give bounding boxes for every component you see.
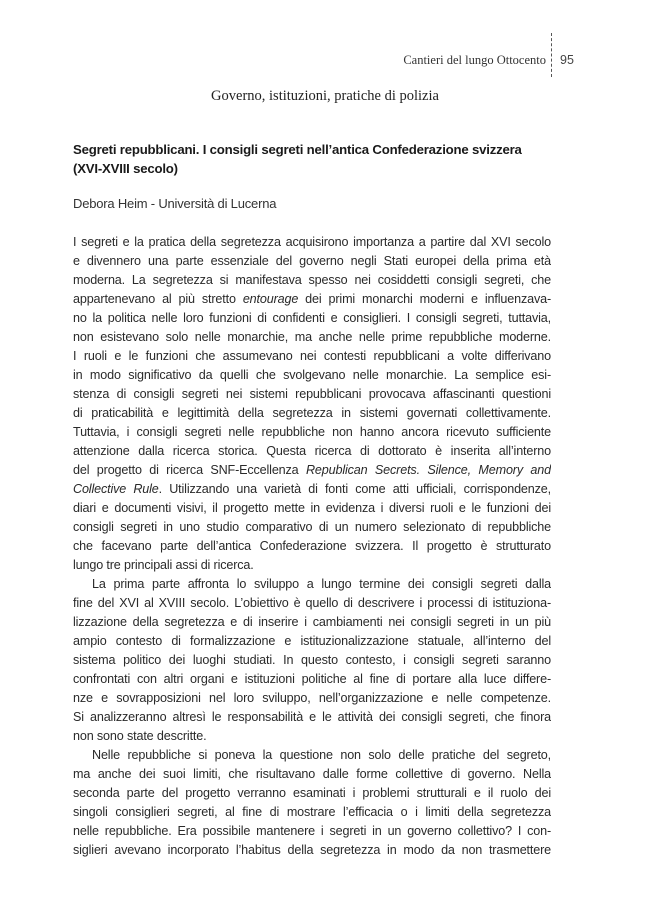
text-line [73, 670, 551, 689]
text-segment: confrontati con altri organi e istituzioni politiche al fine di portare alla luce differe- [73, 672, 551, 686]
text-line [73, 727, 551, 746]
text-line [73, 746, 551, 765]
text-segment: che facevano parte dell’antica Confederazione svizzera. Il progetto è strutturato [73, 539, 551, 553]
text-line [73, 442, 551, 461]
text-segment: non sono state descritte. [73, 729, 207, 743]
text-line [73, 822, 551, 841]
text-line [73, 784, 551, 803]
text-segment: La prima parte affronta lo sviluppo a lungo termine dei consigli segreti dalla [92, 577, 551, 591]
body-paragraph [73, 233, 551, 575]
text-segment: no la politica nelle loro funzioni di confidenti e consiglieri. I consigli segreti, tuttavia, [73, 311, 551, 325]
article-body [73, 233, 551, 860]
body-paragraph [73, 575, 551, 746]
text-line [73, 480, 551, 499]
text-segment: nze e sovrapposizioni nel loro sviluppo, nell’organizzazione e nelle competenze. [73, 691, 551, 705]
body-paragraph [73, 746, 551, 860]
text-segment: fine del XVI al XVIII secolo. L’obiettivo è quello di descrivere i processi di istituziona- [73, 596, 551, 610]
text-segment: seconda parte del progetto verranno esaminati i problemi strutturali e il ruolo dei [73, 786, 551, 800]
text-line [73, 404, 551, 423]
running-head-title: Cantieri del lungo Ottocento [403, 53, 546, 67]
italic-text: entourage [242, 292, 299, 306]
text-line [73, 499, 551, 518]
text-segment: sistema politico dei luoghi studiati. In questo contesto, i consigli segreti saranno [73, 653, 551, 667]
text-segment: lungo tre principali assi di ricerca. [73, 558, 254, 572]
text-line [73, 841, 551, 860]
text-line [73, 575, 551, 594]
article-title [73, 140, 563, 178]
text-segment: siglieri avevano incorporato l’habitus della segretezza in modo da non trasmettere [73, 843, 551, 857]
text-segment: in modo significativo da quelli che svolgevano nelle monarchie. La semplice esi- [73, 368, 551, 382]
text-line [73, 366, 551, 385]
text-line [73, 271, 551, 290]
text-line [73, 233, 551, 252]
text-segment: moderna. La segretezza si manifestava spesso nei cosiddetti consigli segreti, che [73, 273, 551, 287]
text-segment: appartenevano al più stretto [73, 292, 243, 306]
text-segment: I ruoli e le funzioni che assumevano nei contesti repubblicani a volte differivano [73, 349, 551, 363]
text-segment: I segreti e la pratica della segretezza acquisirono importanza a partire dal XVI secolo [73, 235, 551, 249]
text-segment: e divennero una parte essenziale del governo negli Stati europei della prima età [73, 254, 551, 268]
article-author: Debora Heim - Università di Lucerna [73, 196, 277, 211]
text-segment: di praticabilità e legittimità della segretezza in sistemi governati collettivamente. [73, 406, 551, 420]
italic-text: Collective Rule [73, 482, 159, 496]
text-segment: dei primi monarchi moderni e influenzava- [298, 292, 551, 306]
text-segment: singoli consiglieri segreti, al fine di mostrare l’efficacia o i limiti della segretezza [73, 805, 551, 819]
italic-text: Republican Secrets. Silence, Memory and [305, 463, 551, 477]
text-line [73, 461, 551, 480]
text-line [73, 423, 551, 442]
text-segment: Nelle repubbliche si poneva la questione non solo delle pratiche del segreto, [92, 748, 551, 762]
text-line [73, 556, 551, 575]
text-segment: ampio contesto di formalizzazione e istituzionalizzazione statuale, all’interno del [73, 634, 551, 648]
text-segment: Si analizzeranno altresì le responsabilità e le attività dei consigli segreti, che finora [73, 710, 551, 724]
text-segment: del progetto di ricerca SNF-Eccellenza [73, 463, 306, 477]
text-line [73, 651, 551, 670]
text-line [73, 290, 551, 309]
text-line [73, 347, 551, 366]
text-line [73, 518, 551, 537]
text-line [73, 708, 551, 727]
article-title-line: Segreti repubblicani. I consigli segreti nell’antica Confederazione svizzera [73, 142, 522, 157]
text-line [73, 765, 551, 784]
text-line [73, 613, 551, 632]
text-segment: ma anche dei suoi limiti, che risultavano dalle forme collettive di governo. Nella [73, 767, 551, 781]
text-segment: non esistevano solo nelle monarchie, ma anche nelle prime repubbliche moderne. [73, 330, 551, 344]
header-divider [551, 33, 552, 77]
text-line [73, 252, 551, 271]
text-segment: . Utilizzando una varietà di fonti come atti ufficiali, corrispondenze, [158, 482, 551, 496]
text-segment: lizzazione della segretezza e di inserire i cambiamenti nei consigli segreti in un più [73, 615, 551, 629]
article-title-line: (XVI-XVIII secolo) [73, 161, 178, 176]
text-segment: diari e documenti visivi, il progetto mette in evidenza i diversi ruoli e le funzioni dei [73, 501, 551, 515]
text-line [73, 328, 551, 347]
text-segment: consigli segreti in uno studio comparativo di un numero selezionato di repubbliche [73, 520, 551, 534]
text-line [73, 594, 551, 613]
text-line [73, 537, 551, 556]
text-segment: Tuttavia, i consigli segreti nelle repubbliche non hanno ancora ricevuto sufficiente [73, 425, 551, 439]
text-segment: stenza di consigli segreti nei sistemi repubblicani provocava affascinanti questioni [73, 387, 551, 401]
text-line [73, 309, 551, 328]
text-segment: attenzione dalla ricerca storica. Questa ricerca di dottorato è inserita all’interno [73, 444, 551, 458]
page-number: 95 [560, 53, 574, 67]
text-line [73, 385, 551, 404]
text-segment: nelle repubbliche. Era possibile mantenere i segreti in un governo collettivo? I con- [73, 824, 551, 838]
text-line [73, 689, 551, 708]
text-line [73, 803, 551, 822]
section-title: Governo, istituzioni, pratiche di polizia [211, 88, 439, 104]
text-line [73, 632, 551, 651]
